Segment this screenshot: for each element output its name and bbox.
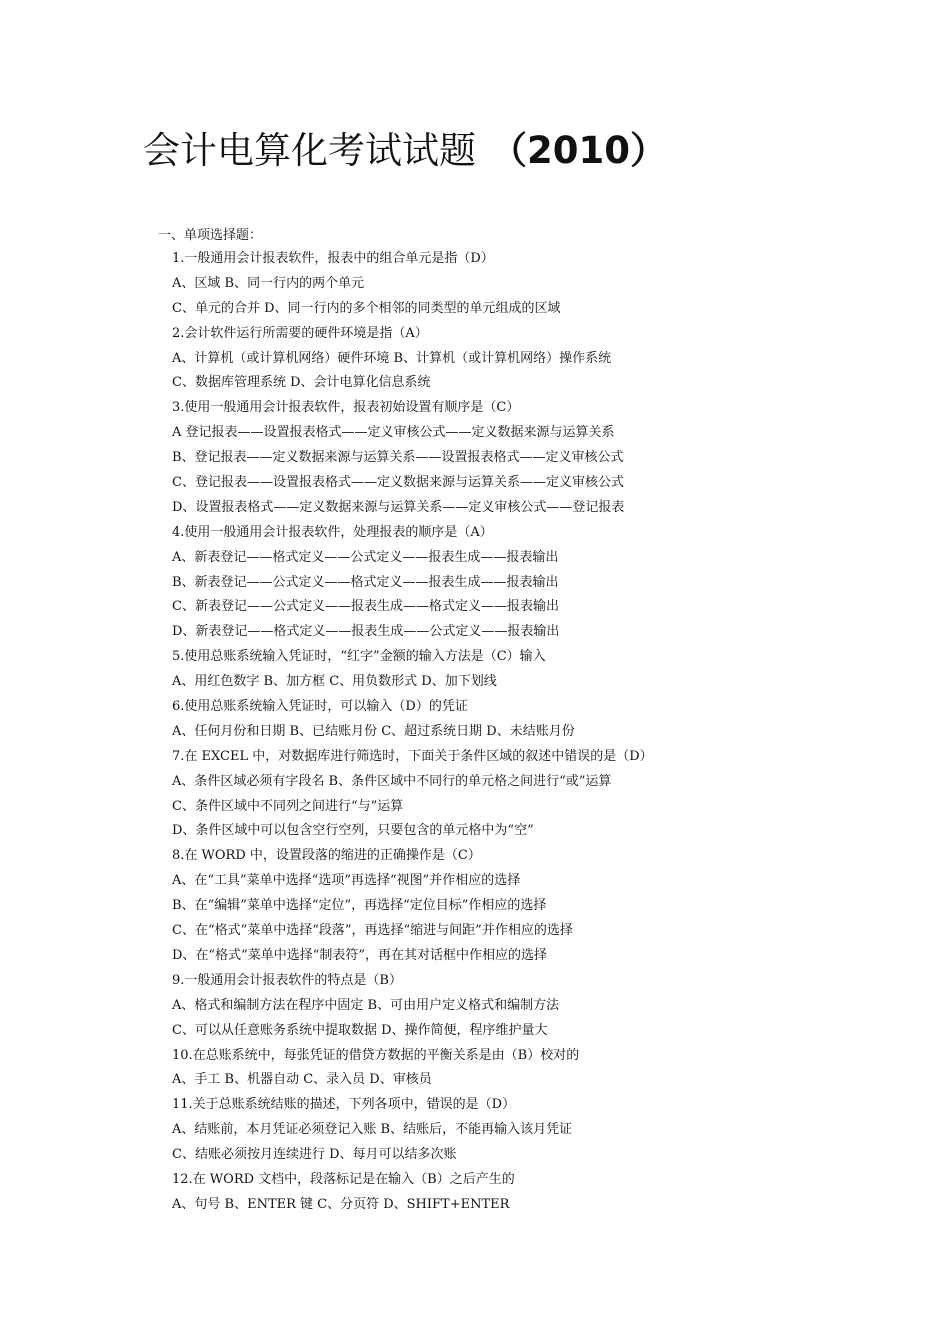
question-stem: 4.使用一般通用会计报表软件，处理报表的顺序是（A） xyxy=(172,524,493,540)
question-stem: 5.使用总账系统输入凭证时，“红字”金额的输入方法是（C）输入 xyxy=(172,649,546,665)
title-year: （2010） xyxy=(490,129,667,172)
answer-options: C、新表登记——公式定义——报表生成——格式定义——报表输出 xyxy=(172,599,559,615)
question-stem: 7.在 EXCEL 中，对数据库进行筛选时，下面关于条件区域的叙述中错误的是（D） xyxy=(172,748,653,764)
answer-options: C、登记报表——设置报表格式——定义数据来源与运算关系——定义审核公式 xyxy=(172,475,624,491)
question-stem: 11.关于总账系统结账的描述，下列各项中，错误的是（D） xyxy=(172,1097,516,1113)
answer-options: A、区域 B、同一行内的两个单元 xyxy=(172,275,365,291)
answer-options: C、结账必须按月连续进行 D、每月可以结多次账 xyxy=(172,1147,457,1163)
answer-options: D、在“格式”菜单中选择“制表符”，再在其对话框中作相应的选择 xyxy=(172,947,548,963)
question-list xyxy=(172,247,653,1218)
answer-options: D、条件区域中可以包含空行空列，只要包含的单元格中为“空” xyxy=(172,823,534,839)
answer-options: B、新表登记——公式定义——格式定义——报表生成——报表输出 xyxy=(172,574,559,590)
answer-options: C、可以从任意账务系统中提取数据 D、操作简便，程序维护量大 xyxy=(172,1022,548,1038)
answer-options: B、登记报表——定义数据来源与运算关系——设置报表格式——定义审核公式 xyxy=(172,450,624,466)
answer-options: C、数据库管理系统 D、会计电算化信息系统 xyxy=(172,375,431,391)
answer-options: A、任何月份和日期 B、已结账月份 C、超过系统日期 D、未结账月份 xyxy=(172,723,575,739)
question-stem: 6.使用总账系统输入凭证时，可以输入（D）的凭证 xyxy=(172,699,468,715)
question-stem: 12.在 WORD 文档中，段落标记是在输入（B）之后产生的 xyxy=(172,1171,515,1187)
question-stem: 1.一般通用会计报表软件，报表中的组合单元是指（D） xyxy=(172,251,494,266)
answer-options: D、设置报表格式——定义数据来源与运算关系——定义审核公式——登记报表 xyxy=(172,499,625,515)
answer-options: A、结账前，本月凭证必须登记入账 B、结账后，不能再输入该月凭证 xyxy=(172,1122,573,1138)
answer-options: C、在“格式”菜单中选择“段落”，再选择“缩进与间距”并作相应的选择 xyxy=(172,923,573,939)
section-heading: 一、单项选择题： xyxy=(158,228,263,243)
question-stem: 8.在 WORD 中，设置段落的缩进的正确操作是（C） xyxy=(172,848,481,864)
answer-options: A、句号 B、ENTER 键 C、分页符 D、SHIFT+ENTER xyxy=(172,1196,510,1212)
answer-options: A 登记报表——设置报表格式——定义审核公式——定义数据来源与运算关系 xyxy=(172,425,615,441)
answer-options: A、格式和编制方法在程序中固定 B、可由用户定义格式和编制方法 xyxy=(172,997,560,1013)
title-main: 会计电算化考试试题 xyxy=(143,129,476,172)
answer-options: A、手工 B、机器自动 C、录入员 D、审核员 xyxy=(172,1072,432,1088)
question-stem: 3.使用一般通用会计报表软件，报表初始设置有顺序是（C） xyxy=(172,400,520,416)
question-stem: 10.在总账系统中，每张凭证的借贷方数据的平衡关系是由（B）校对的 xyxy=(172,1047,580,1063)
answer-options: C、单元的合并 D、同一行内的多个相邻的同类型的单元组成的区域 xyxy=(172,300,561,316)
answer-options: D、新表登记——格式定义——报表生成——公式定义——报表输出 xyxy=(172,624,560,640)
answer-options: A、用红色数字 B、加方框 C、用负数形式 D、加下划线 xyxy=(172,674,497,690)
answer-options: A、在“工具”菜单中选择“选项”再选择“视图”并作相应的选择 xyxy=(172,873,521,889)
answer-options: C、条件区域中不同列之间进行“与”运算 xyxy=(172,798,404,814)
question-stem: 9.一般通用会计报表软件的特点是（B） xyxy=(172,972,402,988)
answer-options: A、新表登记——格式定义——公式定义——报表生成——报表输出 xyxy=(172,549,559,565)
answer-options: B、在“编辑”菜单中选择“定位”，再选择“定位目标”作相应的选择 xyxy=(172,898,547,914)
answer-options: A、条件区域必须有字段名 B、条件区域中不同行的单元格之间进行“或”运算 xyxy=(172,773,612,789)
question-stem: 2.会计软件运行所需要的硬件环境是指（A） xyxy=(172,325,428,341)
answer-options: A、计算机（或计算机网络）硬件环境 B、计算机（或计算机网络）操作系统 xyxy=(172,350,612,366)
document-title xyxy=(143,126,667,176)
